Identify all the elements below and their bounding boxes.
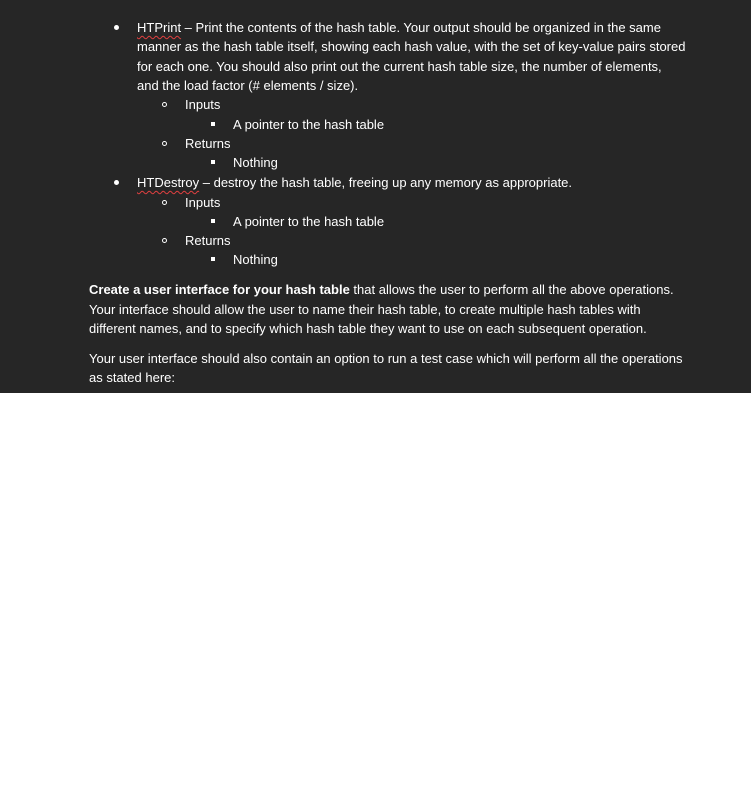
htdestroy-returns-label: Returns <box>185 233 231 248</box>
bullet-circle-icon <box>162 102 167 107</box>
document-body <box>0 0 751 393</box>
htprint-desc-1: Print the contents of the hash table. Your output should be organized in the same <box>195 20 661 35</box>
ui-para-line-1 <box>89 280 674 299</box>
ui-para-bold: Create a user interface for your hash table <box>89 282 350 297</box>
htprint-term: HTPrint <box>137 20 182 35</box>
htprint-line-3: for each one. You should also print out the current hash table size, the number of elements, <box>137 59 662 74</box>
bullet-disc-icon <box>114 25 119 30</box>
ui-para-line-3: different names, and to specify which hash table they want to use on each subsequent operation. <box>89 321 647 336</box>
htdestroy-input-item: A pointer to the hash table <box>233 214 385 229</box>
htprint-returns-label: Returns <box>185 136 231 151</box>
test-para-line-1: Your user interface should also contain an option to run a test case which will perform all the operations <box>89 351 683 366</box>
htprint-returns-item: Nothing <box>233 155 278 170</box>
bullet-circle-icon <box>162 238 167 243</box>
htdestroy-sep: – <box>199 175 214 190</box>
htdestroy-term: HTDestroy <box>137 175 200 190</box>
test-para-line-2: as stated here: <box>89 370 175 385</box>
bullet-circle-icon <box>162 141 167 146</box>
htdestroy-returns-item: Nothing <box>233 252 278 267</box>
htprint-line-2: manner as the hash table itself, showing each hash value, with the set of key-value pairs stored <box>137 39 686 54</box>
htprint-line-4: and the load factor (# elements / size). <box>137 78 359 93</box>
bullet-square-icon <box>211 219 215 223</box>
ui-para-rest: that allows the user to perform all the above operations. <box>349 282 674 297</box>
bullet-square-icon <box>211 160 215 164</box>
bullet-disc-icon <box>114 180 119 185</box>
bullet-circle-icon <box>162 200 167 205</box>
htdestroy-desc: destroy the hash table, freeing up any memory as appropriate. <box>213 175 573 190</box>
htprint-line-1 <box>137 18 661 37</box>
htdestroy-inputs-label: Inputs <box>185 195 221 210</box>
htprint-input-item: A pointer to the hash table <box>233 117 385 132</box>
htprint-sep: – <box>181 20 196 35</box>
ui-para-line-2: Your interface should allow the user to name their hash table, to create multiple hash tables with <box>89 302 641 317</box>
htprint-inputs-label: Inputs <box>185 97 221 112</box>
htdestroy-line-1 <box>137 173 572 192</box>
bullet-square-icon <box>211 122 215 126</box>
bullet-square-icon <box>211 257 215 261</box>
